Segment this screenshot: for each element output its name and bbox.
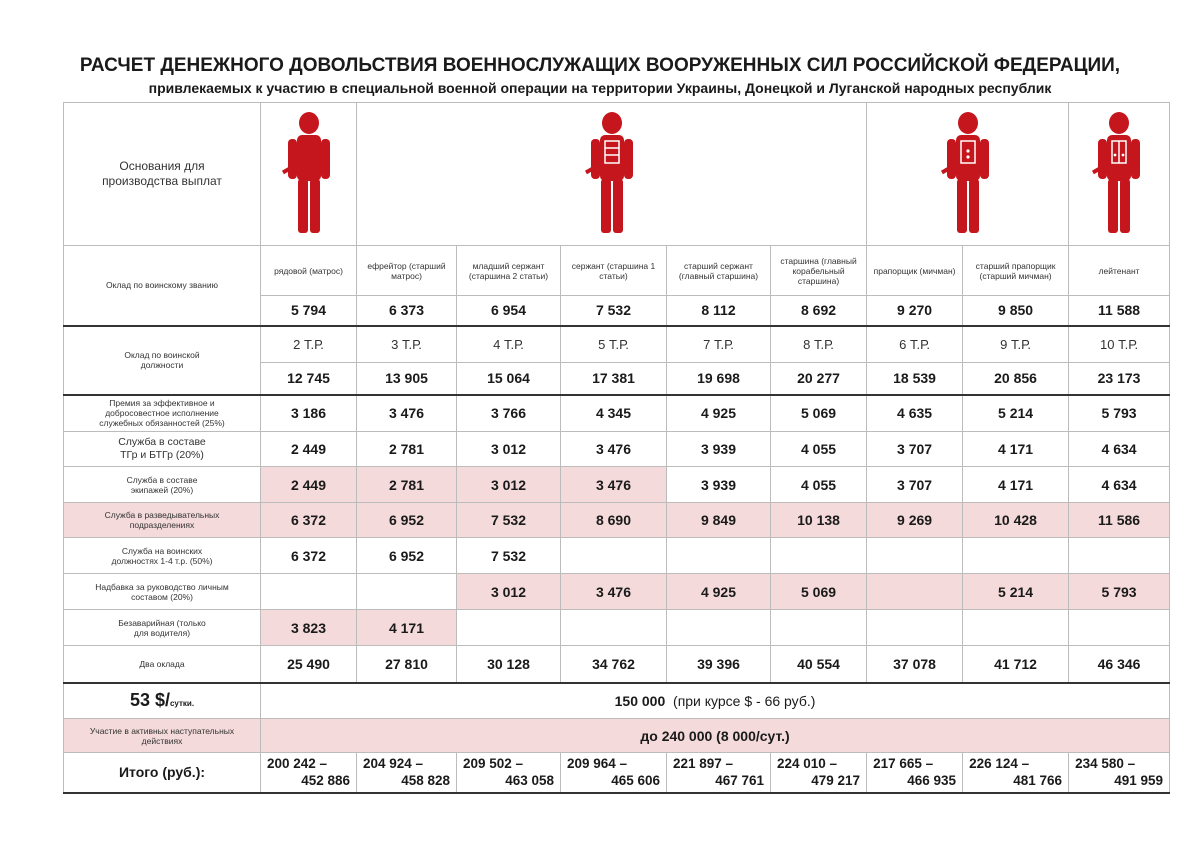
- cell: [561, 610, 667, 646]
- cell: 46 346: [1069, 646, 1170, 683]
- soldier-group-private: [261, 103, 357, 246]
- grade: 4 Т.Р.: [457, 326, 561, 363]
- cell: 4 925: [667, 574, 771, 610]
- cell: [357, 574, 457, 610]
- cell: 4 171: [963, 467, 1069, 503]
- cell: 5 214: [963, 574, 1069, 610]
- position-salary: 20 277: [771, 363, 867, 395]
- table-row: [64, 395, 1170, 432]
- table-row: [64, 610, 1170, 646]
- cell: 4 925: [667, 395, 771, 432]
- grade: 7 Т.Р.: [667, 326, 771, 363]
- cell: 3 939: [667, 432, 771, 467]
- position-label: Оклад по воинской должности: [64, 326, 261, 395]
- total-range: 221 897 – 467 761: [667, 753, 771, 793]
- cell: 2 449: [261, 432, 357, 467]
- total-row: [64, 753, 1170, 793]
- soldier-group-warrant: [867, 103, 1069, 246]
- position-salary: 17 381: [561, 363, 667, 395]
- grade: 9 Т.Р.: [963, 326, 1069, 363]
- rank-names-row: [64, 246, 1170, 296]
- rank-salary: 5 794: [261, 296, 357, 326]
- cell: [867, 610, 963, 646]
- grade: 6 Т.Р.: [867, 326, 963, 363]
- rank-salary: 6 954: [457, 296, 561, 326]
- grade: 5 Т.Р.: [561, 326, 667, 363]
- header-row: [64, 103, 1170, 246]
- cell: 2 781: [357, 467, 457, 503]
- cell: 27 810: [357, 646, 457, 683]
- rank-name: сержант (старшина 1 статьи): [561, 246, 667, 296]
- cell: [771, 538, 867, 574]
- cell: 5 793: [1069, 574, 1170, 610]
- cell: 3 707: [867, 467, 963, 503]
- rank-name: прапорщик (мичман): [867, 246, 963, 296]
- cell: 5 069: [771, 574, 867, 610]
- rank-salary: 9 270: [867, 296, 963, 326]
- cell: 39 396: [667, 646, 771, 683]
- cell: 5 793: [1069, 395, 1170, 432]
- position-salary: 13 905: [357, 363, 457, 395]
- table-row: [64, 646, 1170, 683]
- total-range: 209 502 – 463 058: [457, 753, 561, 793]
- cell: 41 712: [963, 646, 1069, 683]
- row-label: Надбавка за руководство личным составом (20%): [64, 574, 261, 610]
- cell: 10 428: [963, 503, 1069, 538]
- soldier-group-sergeant: [357, 103, 867, 246]
- cell: 5 069: [771, 395, 867, 432]
- cell: [771, 610, 867, 646]
- rank-name: старший сержант (главный старшина): [667, 246, 771, 296]
- table-row: [64, 432, 1170, 467]
- row-label: Служба в составе ТГр и БТГр (20%): [64, 432, 261, 467]
- cell: [867, 538, 963, 574]
- cell: 4 171: [357, 610, 457, 646]
- grade: 8 Т.Р.: [771, 326, 867, 363]
- cell: [261, 574, 357, 610]
- position-salary: 15 064: [457, 363, 561, 395]
- table-row: [64, 574, 1170, 610]
- rank-name: старший прапорщик (старший мичман): [963, 246, 1069, 296]
- cell: 9 849: [667, 503, 771, 538]
- header-label: Основания для производства выплат: [64, 103, 261, 246]
- soldier-group-officer: [1069, 103, 1170, 246]
- cell: 3 766: [457, 395, 561, 432]
- position-salary: 12 745: [261, 363, 357, 395]
- position-salary: 20 856: [963, 363, 1069, 395]
- total-label: Итого (руб.):: [64, 753, 261, 793]
- row-label: Служба на воинских должностях 1-4 т.р. (50%): [64, 538, 261, 574]
- cell: 4 635: [867, 395, 963, 432]
- daily-amount: 53 $/сутки.: [64, 683, 261, 719]
- daily-value-cell: [261, 683, 1170, 719]
- cell: 30 128: [457, 646, 561, 683]
- row-label: Безаварийная (только для водителя): [64, 610, 261, 646]
- cell: 4 345: [561, 395, 667, 432]
- cell: [867, 574, 963, 610]
- soldier-sergeant-icon: [582, 109, 642, 239]
- rank-name: ефрейтор (старший матрос): [357, 246, 457, 296]
- position-salary: 23 173: [1069, 363, 1170, 395]
- cell: 8 690: [561, 503, 667, 538]
- cell: 25 490: [261, 646, 357, 683]
- soldier-icon: [279, 109, 339, 239]
- rank-salary: 11 588: [1069, 296, 1170, 326]
- cell: 3 476: [561, 467, 667, 503]
- rank-name: старшина (главный корабельный старшина): [771, 246, 867, 296]
- daily-row: [64, 683, 1170, 719]
- soldier-officer-icon: [1089, 109, 1149, 239]
- table-row: [64, 538, 1170, 574]
- cell: [963, 610, 1069, 646]
- rank-salary: 9 850: [963, 296, 1069, 326]
- row-label: Служба в составе экипажей (20%): [64, 467, 261, 503]
- grade: 10 Т.Р.: [1069, 326, 1170, 363]
- cell: 4 055: [771, 432, 867, 467]
- cell: 4 055: [771, 467, 867, 503]
- cell: 37 078: [867, 646, 963, 683]
- rank-salary: 7 532: [561, 296, 667, 326]
- total-range: 204 924 – 458 828: [357, 753, 457, 793]
- total-range: 209 964 – 465 606: [561, 753, 667, 793]
- cell: 11 586: [1069, 503, 1170, 538]
- row-label: Служба в разведывательных подразделениях: [64, 503, 261, 538]
- grade: 3 Т.Р.: [357, 326, 457, 363]
- cell: 4 634: [1069, 467, 1170, 503]
- cell: 3 476: [561, 432, 667, 467]
- cell: 6 372: [261, 538, 357, 574]
- offensive-value: до 240 000 (8 000/сут.): [261, 719, 1170, 753]
- cell: [1069, 538, 1170, 574]
- daily-unit: сутки.: [169, 699, 195, 709]
- pay-table: [63, 102, 1170, 794]
- cell: [1069, 610, 1170, 646]
- cell: 9 269: [867, 503, 963, 538]
- cell: [457, 610, 561, 646]
- cell: 2 781: [357, 432, 457, 467]
- cell: 2 449: [261, 467, 357, 503]
- row-label: Два оклада: [64, 646, 261, 683]
- page-subtitle: привлекаемых к участию в специальной военной операции на территории Украины, Донецкой и Луганской народных республик: [148, 80, 1052, 96]
- grade-row: [64, 326, 1170, 363]
- total-range: 217 665 – 466 935: [867, 753, 963, 793]
- total-range: 224 010 – 479 217: [771, 753, 867, 793]
- table-row: [64, 467, 1170, 503]
- cell: 40 554: [771, 646, 867, 683]
- cell: 4 634: [1069, 432, 1170, 467]
- cell: 3 823: [261, 610, 357, 646]
- total-range: 234 580 – 491 959: [1069, 753, 1170, 793]
- table-row: [64, 503, 1170, 538]
- cell: 10 138: [771, 503, 867, 538]
- cell: 34 762: [561, 646, 667, 683]
- cell: 3 012: [457, 432, 561, 467]
- cell: 6 952: [357, 538, 457, 574]
- cell: 7 532: [457, 538, 561, 574]
- cell: 3 476: [561, 574, 667, 610]
- cell: 3 939: [667, 467, 771, 503]
- total-range: 226 124 – 481 766: [963, 753, 1069, 793]
- cell: 3 012: [457, 467, 561, 503]
- rank-name: рядовой (матрос): [261, 246, 357, 296]
- ranks-label: Оклад по воинскому званию: [64, 246, 261, 326]
- total-range: 200 242 – 452 886: [261, 753, 357, 793]
- daily-note: (при курсе $ - 66 руб.): [673, 692, 816, 709]
- soldier-warrant-icon: [938, 109, 998, 239]
- cell: [667, 610, 771, 646]
- cell: [667, 538, 771, 574]
- cell: [963, 538, 1069, 574]
- cell: 3 476: [357, 395, 457, 432]
- cell: 3 186: [261, 395, 357, 432]
- grade: 2 Т.Р.: [261, 326, 357, 363]
- cell: 7 532: [457, 503, 561, 538]
- cell: 4 171: [963, 432, 1069, 467]
- cell: 3 012: [457, 574, 561, 610]
- position-salary: 19 698: [667, 363, 771, 395]
- cell: 6 372: [261, 503, 357, 538]
- cell: 6 952: [357, 503, 457, 538]
- cell: [561, 538, 667, 574]
- daily-value: 150 000: [614, 692, 666, 709]
- row-label: Премия за эффективное и добросовестное исполнение служебных обязанностей (25%): [64, 395, 261, 432]
- offensive-label: Участие в активных наступательных действиях: [64, 719, 261, 753]
- rank-salary: 6 373: [357, 296, 457, 326]
- rank-name: младший сержант (старшина 2 статьи): [457, 246, 561, 296]
- offensive-row: [64, 719, 1170, 753]
- position-salary: 18 539: [867, 363, 963, 395]
- page-title: РАСЧЕТ ДЕНЕЖНОГО ДОВОЛЬСТВИЯ ВОЕННОСЛУЖАЩИХ ВООРУЖЕННЫХ СИЛ РОССИЙСКОЙ ФЕДЕРАЦИИ,: [79, 55, 1121, 76]
- cell: 5 214: [963, 395, 1069, 432]
- rank-salary: 8 692: [771, 296, 867, 326]
- rank-salary: 8 112: [667, 296, 771, 326]
- cell: 3 707: [867, 432, 963, 467]
- rank-name: лейтенант: [1069, 246, 1170, 296]
